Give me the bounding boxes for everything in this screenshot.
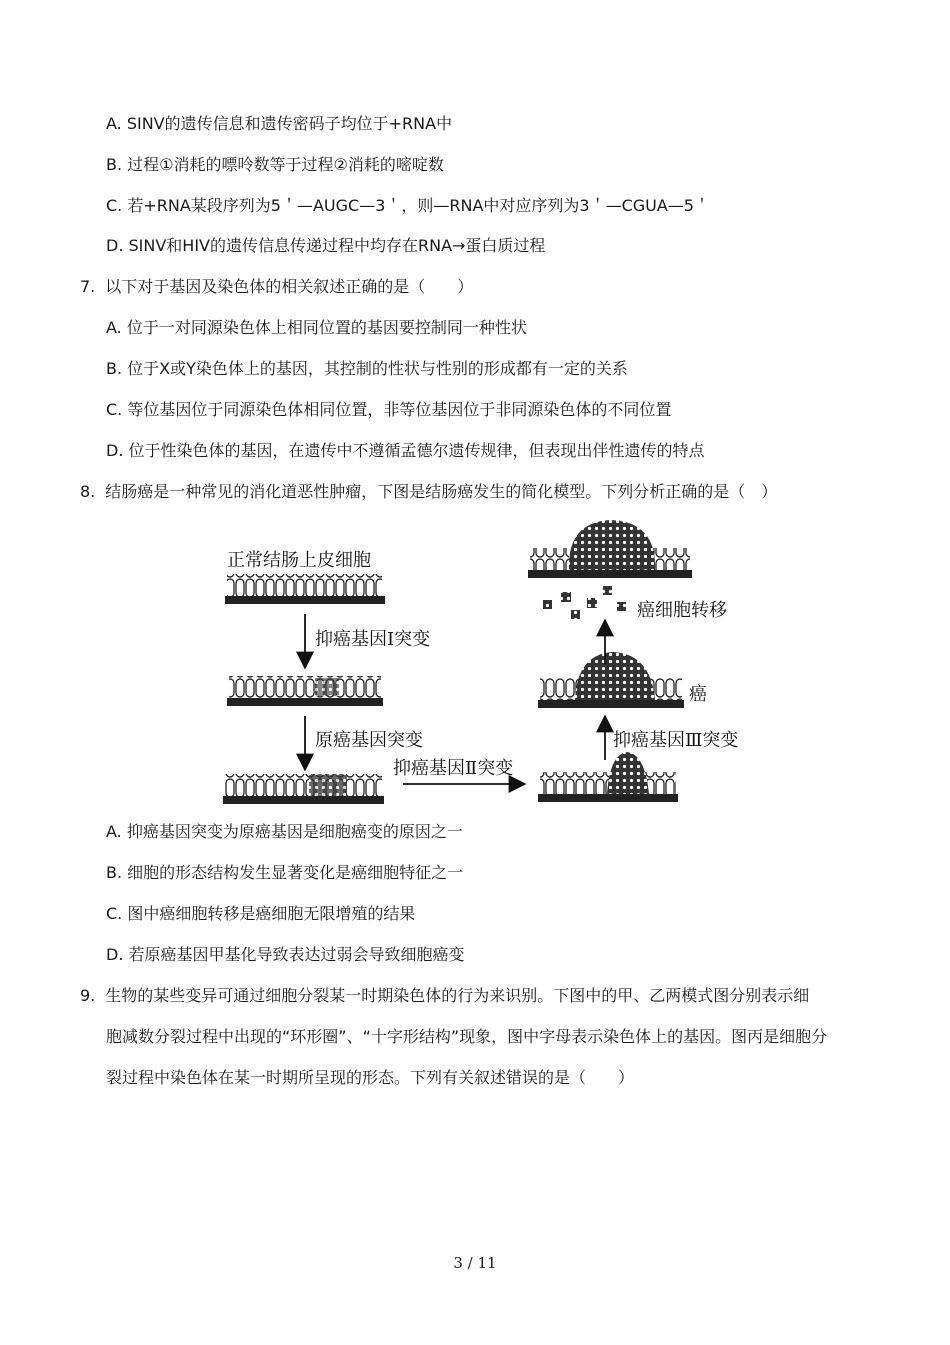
epithelium-stage1: [227, 676, 383, 706]
q9-line1-text: 生物的某些变异可通过细胞分裂某一时期染色体的行为来识别。下图中的甲、乙两模式图分别表示细: [105, 986, 810, 1005]
q7-number: 7.: [80, 277, 96, 296]
q8-option-d: D. 若原癌基因甲基化导致表达过弱会导致细胞癌变: [106, 945, 465, 964]
normal-cell-label: 正常结肠上皮细胞: [227, 550, 371, 571]
metastasis-label: 癌细胞转移: [637, 600, 727, 621]
q8-option-a: A. 抑癌基因突变为原癌基因是细胞癌变的原因之一: [106, 822, 463, 841]
q7-stem: [80, 277, 473, 297]
q9-number: 9.: [80, 986, 96, 1005]
q9-stem-line1: [80, 986, 809, 1006]
step3-label: 抑癌基因Ⅱ突变: [393, 758, 514, 779]
q8-option-b: B. 细胞的形态结构发生显著变化是癌细胞特征之一: [106, 863, 464, 882]
colon-cancer-diagram: [215, 518, 760, 808]
q6-option-d: D. SINV和HIV的遗传信息传递过程中均存在RNA→蛋白质过程: [106, 236, 546, 255]
q7-option-c: C. 等位基因位于同源染色体相同位置，非等位基因位于非同源染色体的不同位置: [106, 400, 672, 419]
q7-stem-text: 以下对于基因及染色体的相关叙述正确的是（ ）: [105, 277, 474, 296]
q6-option-c: C. 若+RNA某段序列为5＇—AUGC—3＇，则—RNA中对应序列为3＇—CGUA—5＇: [106, 196, 710, 215]
normal-epithelium: [225, 574, 385, 604]
q7-option-b: B. 位于X或Y染色体上的基因，其控制的性状与性别的形成都有一定的关系: [106, 359, 628, 378]
cancer-stage: [538, 652, 684, 708]
page-number: 3 / 11: [453, 1254, 497, 1272]
epithelium-stage2: [223, 774, 384, 804]
epithelium-stage3: [538, 752, 678, 802]
q6-option-a: A. SINV的遗传信息和遗传密码子均位于+RNA中: [106, 114, 453, 133]
q7-option-a: A. 位于一对同源染色体上相同位置的基因要控制同一种性状: [106, 318, 527, 337]
q8-option-c: C. 图中癌细胞转移是癌细胞无限增殖的结果: [106, 904, 416, 923]
step1-label: 抑癌基因Ⅰ突变: [315, 629, 431, 650]
step4-label: 抑癌基因Ⅲ突变: [613, 730, 739, 751]
q8-number: 8.: [80, 482, 96, 501]
step2-label: 原癌基因突变: [315, 730, 423, 751]
q9-stem-line3: 裂过程中染色体在某一时期所呈现的形态。下列有关叙述错误的是（ ）: [106, 1068, 635, 1087]
cancer-label: 癌: [689, 684, 707, 705]
q6-option-b: B. 过程①消耗的嘌呤数等于过程②消耗的嘧啶数: [106, 155, 444, 174]
q8-stem-text: 结肠癌是一种常见的消化道恶性肿瘤，下图是结肠癌发生的简化模型。下列分析正确的是（ ）: [105, 482, 778, 501]
q7-option-d: D. 位于性染色体的基因，在遗传中不遵循孟德尔遗传规律，但表现出伴性遗传的特点: [106, 441, 705, 460]
q8-stem: [80, 482, 777, 502]
q9-stem-line2: 胞减数分裂过程中出现的“环形圈”、“十字形结构”现象，图中字母表示染色体上的基因。图丙是细胞分: [106, 1027, 828, 1046]
